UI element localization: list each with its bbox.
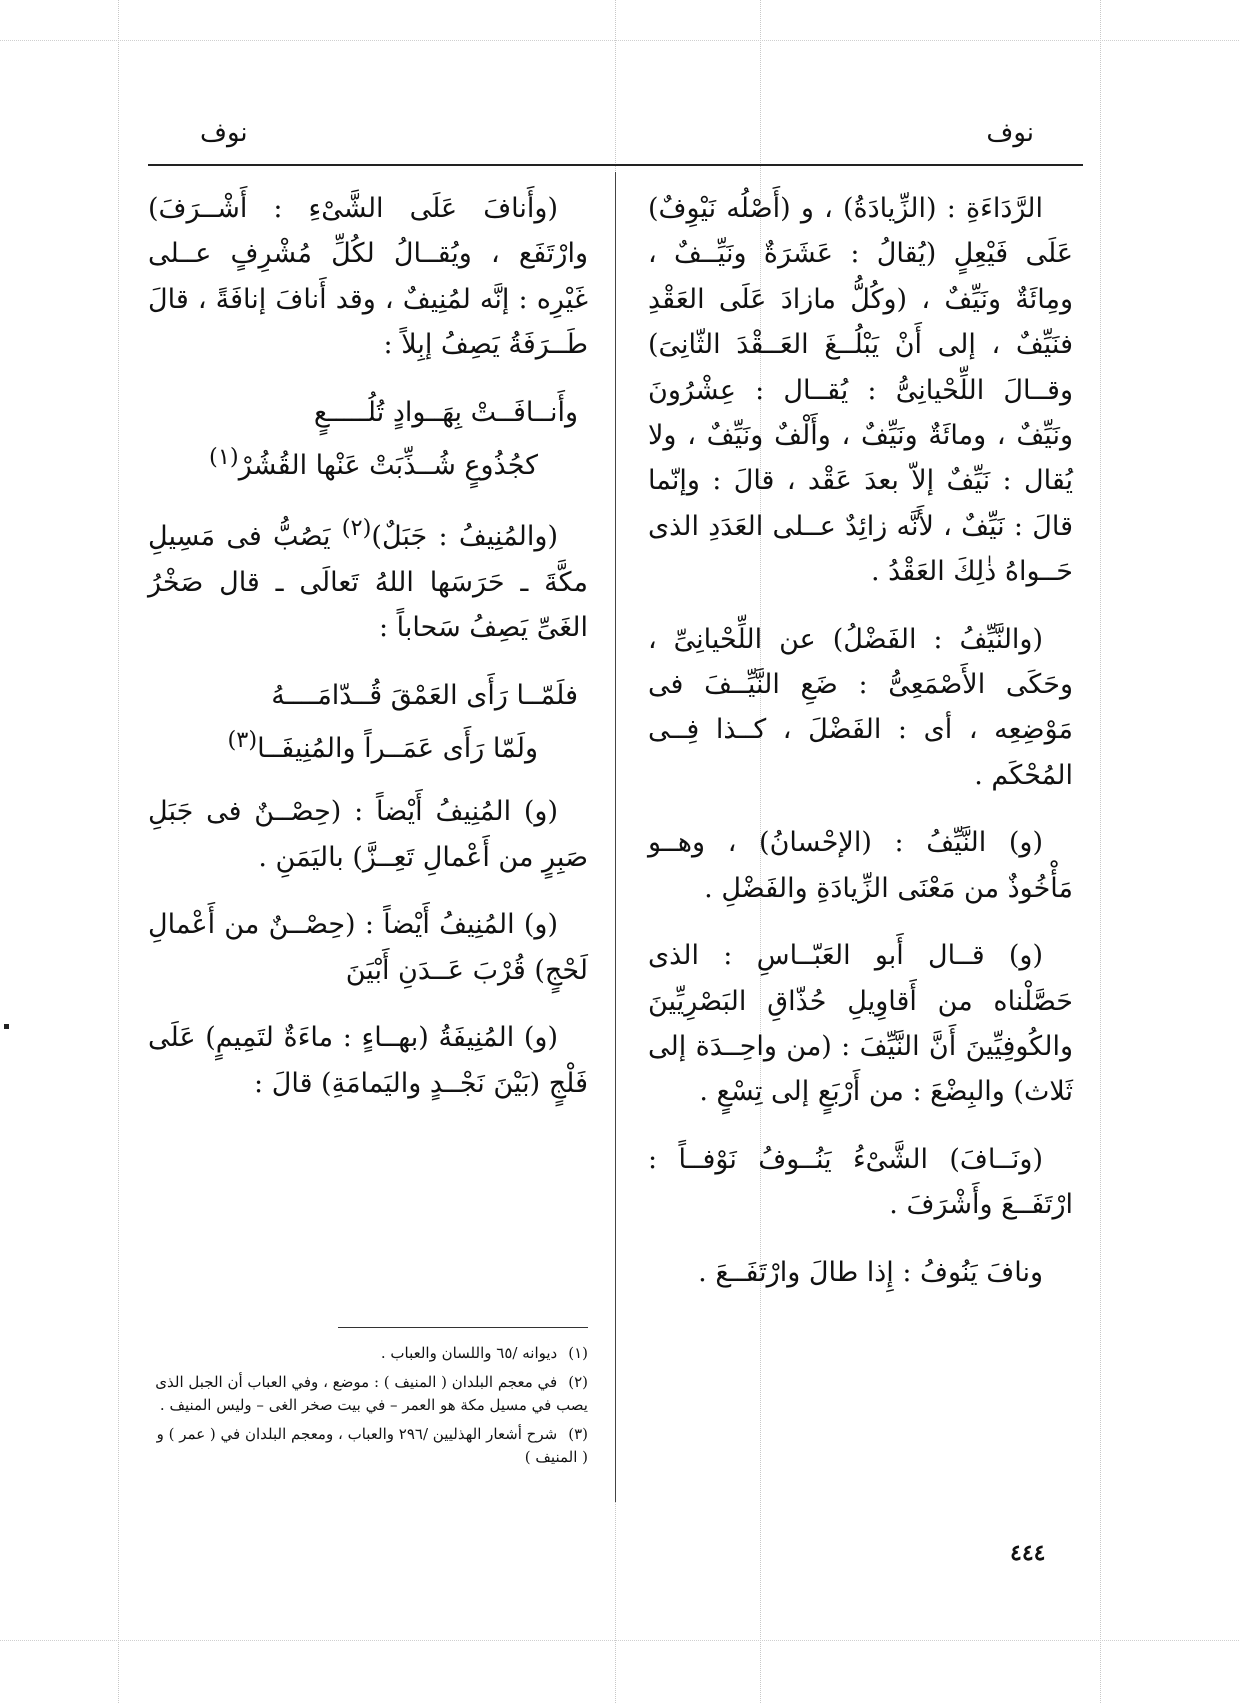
page-number: ٤٤٤ [1010,1540,1046,1566]
entry-paragraph: (و) المُنِيفَةُ (بهــاءٍ : ماءَةٌ لتَمِيمٍ) عَلَى فَلْجٍ (بَيْنَ نَجْــدٍ واليَمامَةِ) قالَ : [148,1022,588,1099]
scan-grid-line [1100,0,1101,1703]
verse-hemistich: كجُذُوعٍ شُــذِّبَتْ عَنْها القُشُرْ$^{(١)}$ [209,444,538,482]
poetry-verse [148,673,588,772]
entry-paragraph: (و) النَّيِّفُ : (الإحْسانُ) ، وهــو مَأْخُوذٌ من مَعْنَى الزِّيادَةِ والفَضْلِ . [648,827,1073,904]
scan-mark [4,1024,9,1029]
scan-grid-line [0,1640,1239,1641]
footnote-ref: (٣) [227,727,258,754]
verse-hemistich: فلَمّــا رَأَى العَمْقَ قُــدّامَــــهُ [271,679,578,711]
footnote-rule [338,1327,588,1328]
entry-paragraph: (والمُنِيفُ : جَبَلٌ)$^{(٢)}$ يَصُبُّ فى مَسِيلِ مكَّةَ ـ حَرَسَها اللهُ تَعالَى ـ قال صَخْرُ الغَىِّ يَصِفُ سَحاباً : [148,515,588,644]
entry-paragraph: الرَّدَاءَةِ : (الزِّيادَةُ) ، و (أَصْلُه نَيْوِفٌ) عَلَى فَيْعِلٍ (يُقالُ : عَشَرَةٌ ونَيِّــفٌ ، ومِائَةٌ ونَيِّفٌ ، (وكُلُّ مازادَ عَلَى العَقْدِ فنَيِّفٌ ، إلى أَنْ يَبْلُــغَ العَــقْدَ الثّانِىَ) وقــالَ اللِّحْيانِىُّ : يُقــال : عِشْرُونَ ونَيِّفٌ ، ومائَةٌ ونَيِّفٌ ، وأَلْفٌ ونَيِّفٌ ، ولا يُقال : نَيِّفٌ إلاّ بعدَ عَقْد ، قالَ : وإنّما قالَ : نَيِّفٌ ، لأَنَّه زائِدٌ عــلى العَدَدِ الذى حَــواهُ ذٰلِكَ العَقْدُ . [648,193,1073,588]
entry-paragraph: (ونَــافَ) الشَّىْءُ يَنُــوفُ نَوْفــاً : ارْتَفَــعَ وأَشْرَفَ . [648,1143,1073,1221]
entry-paragraph: (و) المُنِيفُ أَيْضاً : (حِصْــنٌ من أَعْمالِ لَحْجٍ) قُرْبَ عَــدَنِ أَبْيَنَ [148,909,588,986]
column-divider [615,172,616,1502]
footnote-ref: (١) [209,444,239,471]
scan-grid-line [0,40,1239,41]
verse-hemistich: وأَنــافَــتْ بِهَــوادٍ تُلُـــــعٍ [313,396,578,428]
scan-grid-line [118,0,119,1703]
entry-paragraph: (و) قــال أَبو العَبّــاسِ : الذى حَصَّلْناه من أَقاوِيلِ حُذّاقِ البَصْرِيِّينَ والكُوفِيِّينَ أَنَّ النَّيِّفَ : (من واحِــدَة إلى ثَلاث) والبِضْعَ : من أَرْبَعٍ إلى تِسْعٍ . [648,940,1073,1108]
poetry-verse [148,390,588,489]
header-word-right: نوف [986,118,1034,148]
footnote: (٢) في معجم البلدان ( المنيف ) : موضع ، وفي العباب أن الجبل الذى يصب في مسيل مكة هو العمر – في بيت صخر الغى – وليس المنيف . [155,1373,588,1414]
footnote: (٣) شرح أشعار الهذليين /٢٩٦ والعباب ، ومعجم البلدان في ( عمر ) و ( المنيف ) [156,1425,588,1466]
entry-paragraph: (و) المُنِيفُ أَيْضاً : (حِصْــنٌ فى جَبَلِ صَبِرٍ من أَعْمالِ تَعِــزَّ) باليَمَنِ . [148,796,588,873]
header-word-left: نوف [200,118,248,148]
entry-paragraph: (وأَنافَ عَلَى الشَّىْءِ : أَشْــرَفَ) وارْتَفَع ، ويُقــالُ لكُلِّ مُشْرِفٍ عــلى غَيْرِه : إنَّه لمُنِيفٌ ، وقد أَنافَ إنافَةً ، قالَ طَــرَفَةُ يَصِفُ إبِلاً : [148,193,588,361]
verse-hemistich: ولَمّا رَأَى عَمَــراً والمُنِيفَــا$^{(٣)}$ [227,727,538,765]
footnote: (١) ديوانه /٦٥ واللسان والعباب . [380,1344,588,1362]
footnote-ref: (٢) [341,515,372,542]
header-rule [148,164,1083,166]
entry-paragraph: (والنَّيِّفُ : الفَضْلُ) عن اللِّحْيانِىِّ ، وحَكَى الأَصْمَعِىُّ : ضَعِ النَّيِّــفَ فى مَوْضِعِه ، أى : الفَضْلَ ، كــذا فِــى المُحْكَم . [648,623,1073,791]
right-column [648,186,1073,1317]
footnotes [148,1342,588,1475]
entry-paragraph: ونافَ يَنُوفُ : إِذا طالَ وارْتَفَــعَ . [698,1256,1043,1288]
left-column [148,186,588,1128]
